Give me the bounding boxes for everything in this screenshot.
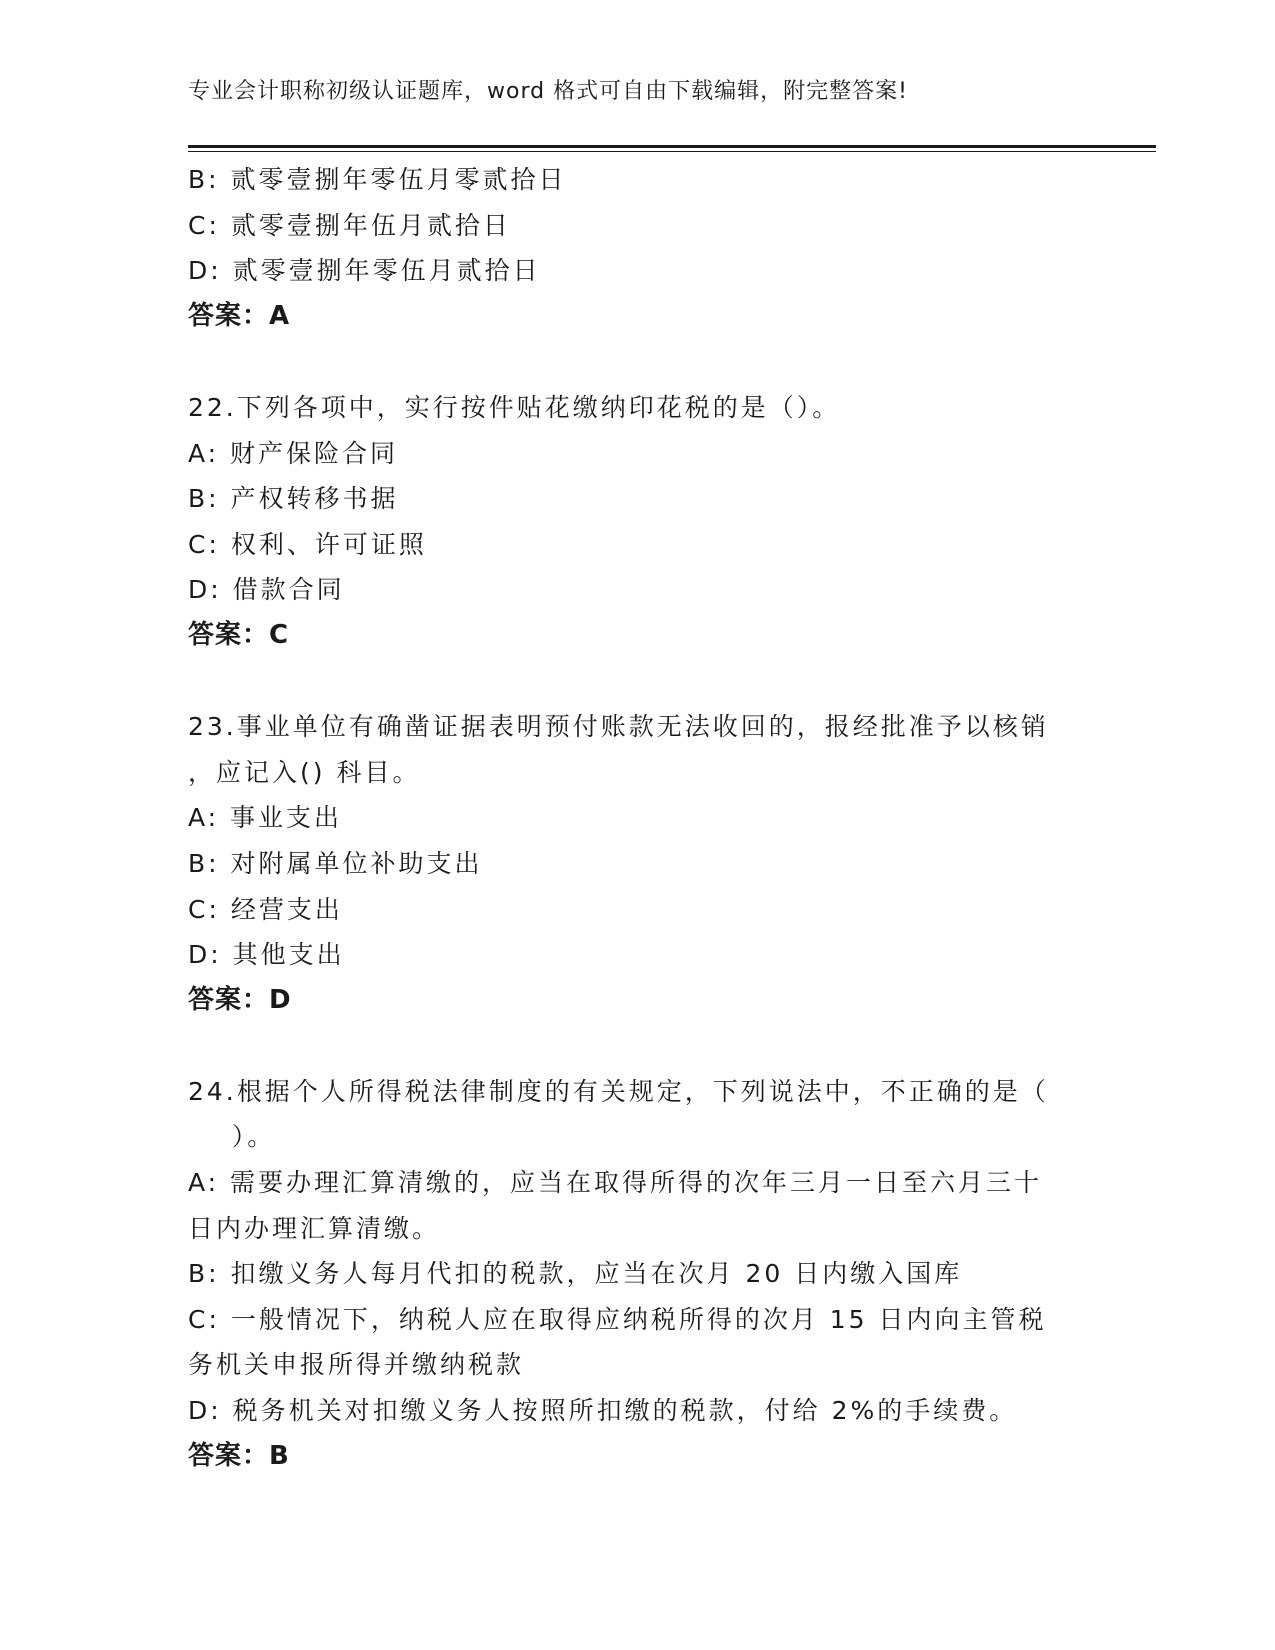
header-rule-thick	[188, 145, 1156, 148]
question-stem: 24.根据个人所得税法律制度的有关规定，下列说法中，不正确的是（	[188, 1076, 1049, 1106]
question-22-block	[188, 385, 1088, 659]
option-a-continued: 日内办理汇算清缴。	[188, 1213, 441, 1243]
option-b: B: 对附属单位补助支出	[188, 848, 483, 878]
question-stem-continued: ）。	[188, 1122, 276, 1152]
option-c-continued: 务机关申报所得并缴纳税款	[188, 1350, 525, 1380]
question-24-block	[188, 1069, 1088, 1479]
spacer	[188, 659, 1088, 705]
document-body	[188, 157, 1088, 1479]
option-d: D: 税务机关对扣缴义务人按照所扣缴的税款，付给 2%的手续费。	[188, 1396, 1018, 1426]
option-a: A: 事业支出	[188, 803, 343, 833]
option-c: C: 权利、许可证照	[188, 529, 427, 559]
answer-line: 答案：A	[188, 300, 291, 331]
question-stem-continued: ，应记入() 科目。	[188, 757, 421, 787]
option-c: C: 一般情况下，纳税人应在取得应纳税所得的次月 15 日内向主管税	[188, 1304, 1047, 1334]
option-a: A: 财产保险合同	[188, 438, 399, 468]
option-d: D: 贰零壹捌年零伍月贰拾日	[188, 256, 541, 286]
option-c: C: 经营支出	[188, 894, 343, 924]
question-stem: 23.事业单位有确凿证据表明预付账款无法收回的，报经批准予以核销	[188, 712, 1049, 742]
prev-question-block	[188, 157, 1088, 339]
question-23-block	[188, 704, 1088, 1023]
answer-line: 答案：D	[188, 984, 292, 1015]
answer-line: 答案：B	[188, 1440, 290, 1471]
spacer	[188, 339, 1088, 385]
option-b: B: 产权转移书据	[188, 484, 399, 514]
header-rule-thin	[188, 151, 1156, 152]
page-header: 专业会计职称初级认证题库，word 格式可自由下载编辑，附完整答案!	[188, 79, 908, 104]
option-b: B: 扣缴义务人每月代扣的税款，应当在次月 20 日内缴入国库	[188, 1259, 963, 1289]
answer-line: 答案：C	[188, 619, 290, 650]
question-stem: 22.下列各项中，实行按件贴花缴纳印花税的是（）。	[188, 392, 841, 422]
option-b: B: 贰零壹捌年零伍月零贰拾日	[188, 165, 567, 194]
option-a: A: 需要办理汇算清缴的，应当在取得所得的次年三月一日至六月三十	[188, 1168, 1043, 1198]
option-c: C: 贰零壹捌年伍月贰拾日	[188, 210, 511, 240]
spacer	[188, 1023, 1088, 1069]
option-d: D: 其他支出	[188, 940, 345, 970]
option-d: D: 借款合同	[188, 575, 345, 605]
